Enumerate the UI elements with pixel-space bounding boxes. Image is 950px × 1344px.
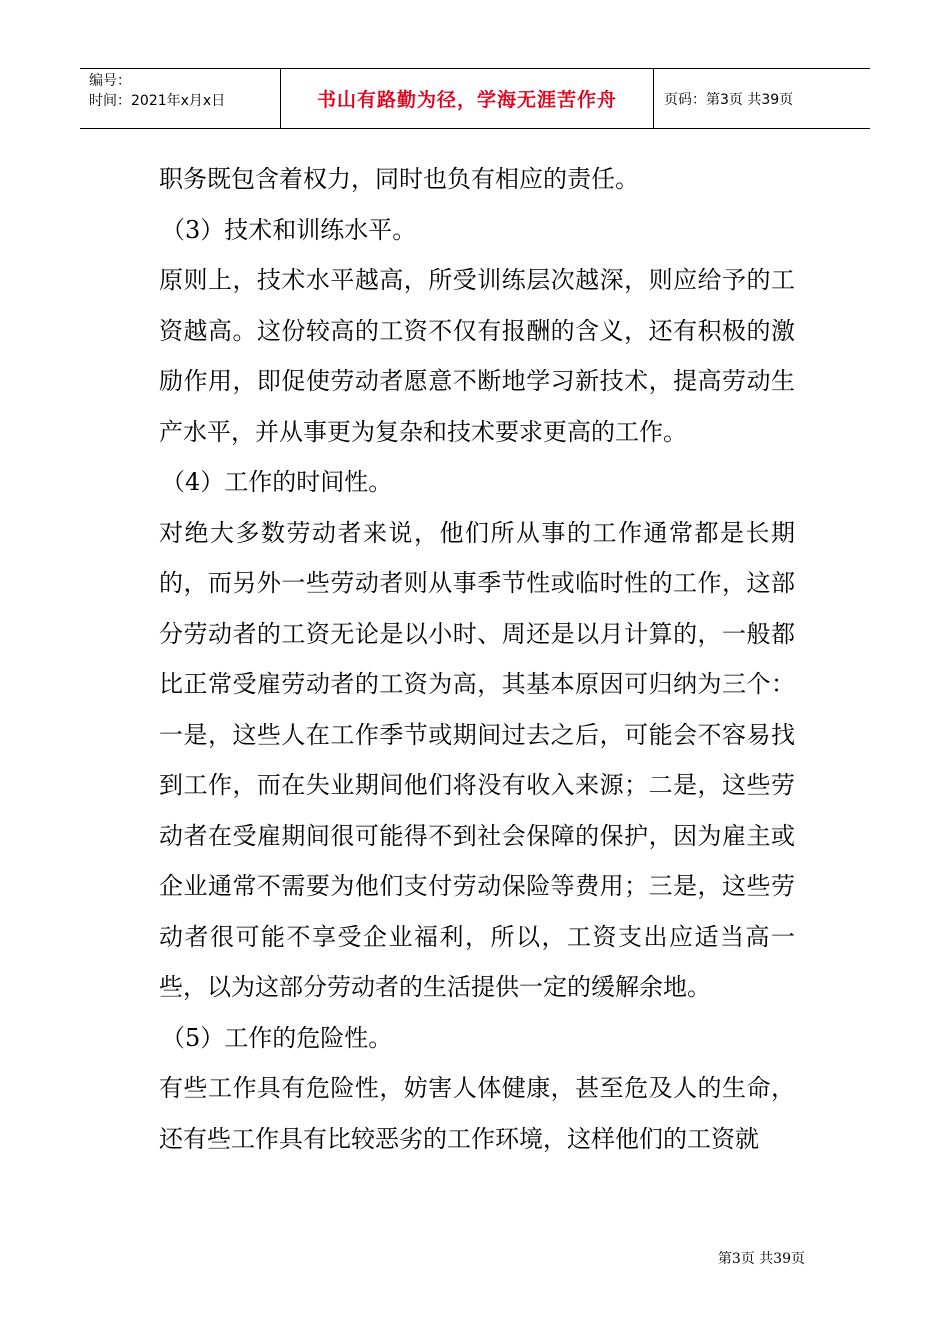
document-number-label: 编号：: [89, 73, 131, 89]
section-heading: （3）技术和训练水平。: [161, 215, 417, 244]
paragraph: 原则上，技术水平越高，所受训练层次越深，则应给予的工资越高。这份较高的工资不仅有报酬的含义，还有积极的激励作用，即促使劳动者愿意不断地学习新技术，提高劳动生产水平，并从事更为复杂和技术要求更高的工作。: [159, 266, 795, 446]
paragraph: 有些工作具有危险性，妨害人体健康，甚至危及人的生命，还有些工作具有比较恶劣的工作环境，这样他们的工资就: [159, 1074, 795, 1153]
header-meta-cell: [80, 69, 281, 128]
section-heading: （4）工作的时间性。: [161, 468, 393, 496]
header-page-info: 页码：第3页 共39页: [664, 91, 794, 108]
page-header: [80, 68, 870, 129]
page-footer: 第3页 共39页: [717, 1251, 805, 1267]
document-date: 时间：2021年x月x日: [89, 93, 226, 109]
header-motto: 书山有路勤为径，学海无涯苦作舟: [281, 69, 654, 128]
paragraph: 职务既包含着权力，同时也负有相应的责任。: [159, 165, 639, 193]
section-heading: （5）工作的危险性。: [161, 1023, 393, 1052]
paragraph: 对绝大多数劳动者来说，他们所从事的工作通常都是长期的，而另外一些劳动者则从事季节性或临时性的工作，这部分劳动者的工资无论是以小时、周还是以月计算的，一般都比正常受雇劳动者的工资为高，其基本原因可归纳为三个：一是，这些人在工作季节或期间过去之后，可能会不容易找到工作，而在失业期间他们将没有收入来源；二是，这些劳动者在受雇期间很可能得不到社会保障的保护，因为雇主或企业通常不需要为他们支付劳动保险等费用；三是，这些劳动者很可能不享受企业福利，所以，工资支出应适当高一些，以为这部分劳动者的生活提供一定的缓解余地。: [159, 518, 795, 1001]
document-body: [159, 154, 795, 1164]
